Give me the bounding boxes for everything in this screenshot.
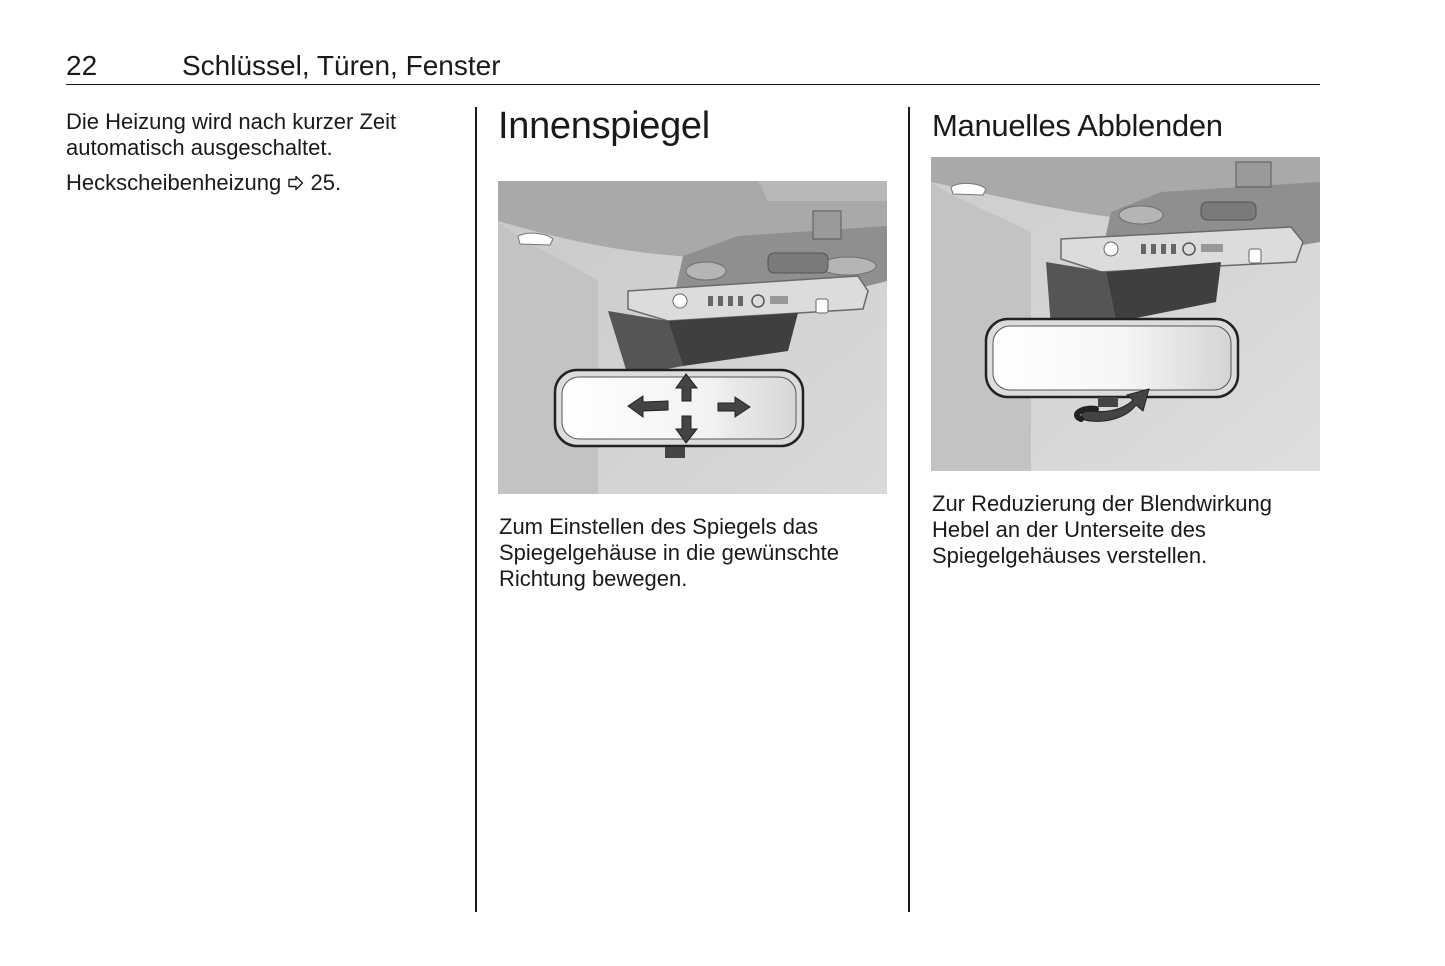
heading-interior-mirror: Innenspiegel bbox=[498, 105, 710, 147]
heading-manual-dimming: Manuelles Abblenden bbox=[932, 108, 1223, 143]
section-title: Schlüssel, Türen, Fenster bbox=[182, 50, 501, 81]
mirror-dimming-figure bbox=[931, 157, 1320, 471]
caption-dimming: Zur Reduzierung der Blendwirkung Hebel an der Unterseite des Spiegelgehäuses verstellen. bbox=[932, 491, 1272, 568]
page-number: 22 bbox=[66, 50, 98, 81]
paragraph-heating-info: Die Heizung wird nach kurzer Zeit automatisch ausgeschaltet. bbox=[66, 109, 397, 160]
column-divider bbox=[475, 107, 477, 912]
page-reference[interactable]: 25. bbox=[310, 170, 342, 195]
arrow-reference-icon bbox=[287, 170, 304, 196]
paragraph-rear-window-heating bbox=[66, 170, 461, 196]
column-divider bbox=[908, 107, 910, 912]
rear-window-heating-label: Heckscheibenheizung bbox=[66, 170, 282, 195]
mirror-adjust-figure bbox=[498, 181, 887, 494]
header-rule bbox=[66, 84, 1320, 85]
caption-adjust-mirror: Zum Einstellen des Spiegels das Spiegelgehäuse in die gewünschte Richtung bewegen. bbox=[499, 514, 840, 591]
